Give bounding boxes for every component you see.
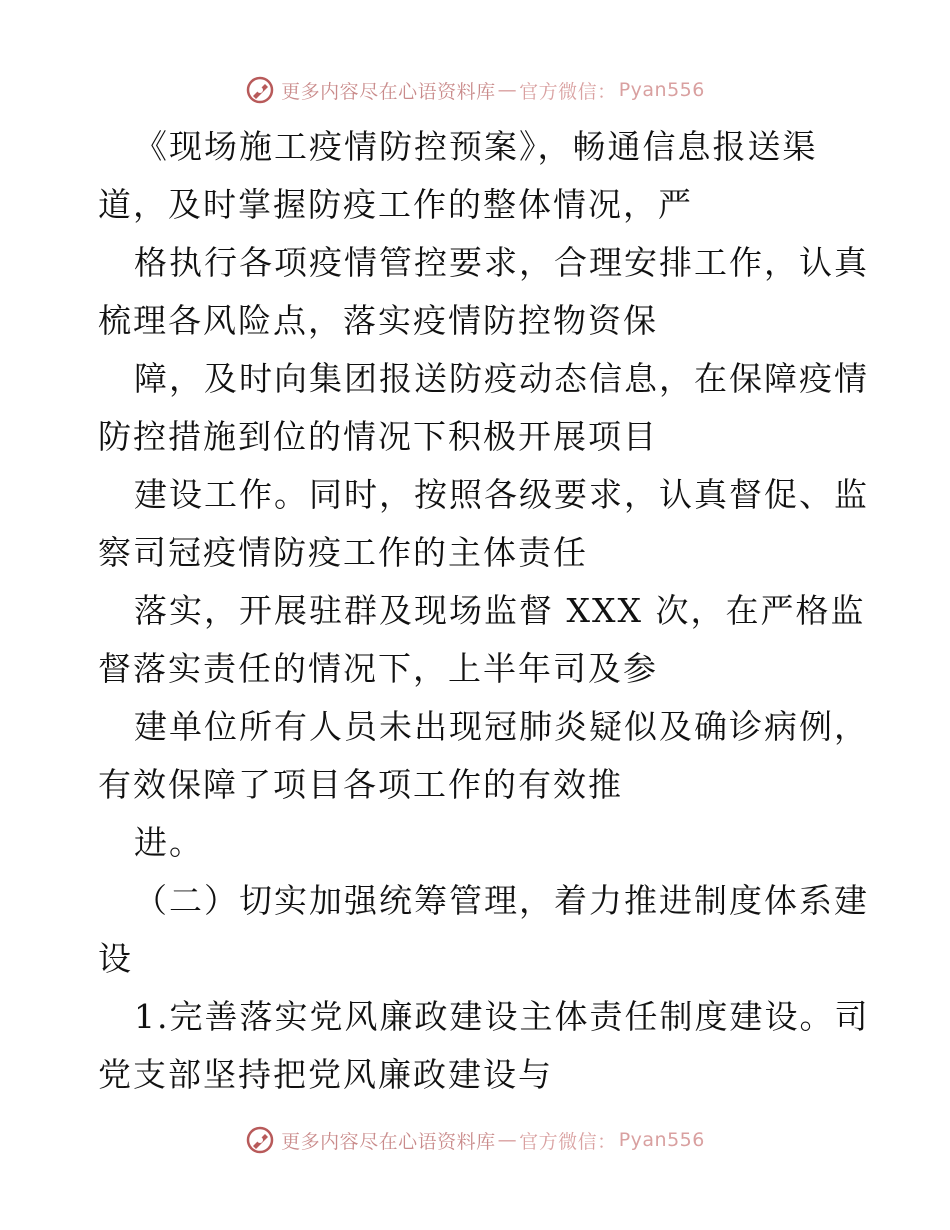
text-line: 防控措施到位的情况下积极开展项目 [98,417,658,456]
text-line: 道，及时掌握防疫工作的整体情况，严 [98,185,693,224]
watermark-wechat-id: Pyan556 [618,1129,705,1151]
pen-seal-icon [245,1125,275,1155]
section-heading: （二）切实加强统筹管理，着力推进制度体系建 [134,881,869,920]
watermark-wechat-label: 官方微信： [519,1130,617,1153]
watermark-brand: 更多内容尽在心语资料库 [281,80,496,103]
text-line: 党支部坚持把党风廉政建设与 [98,1055,553,1094]
text-line: 1.完善落实党风廉政建设主体责任制度建设。司 [134,997,870,1036]
footer-watermark [0,1120,950,1160]
watermark-wechat-id: Pyan556 [618,79,705,101]
text-line: 察司冠疫情防疫工作的主体责任 [98,533,588,572]
text-line: 督落实责任的情况下，上半年司及参 [98,649,658,688]
pen-seal-icon [245,75,275,105]
text-line: 有效保障了项目各项工作的有效推 [98,765,623,804]
text-line: 《现场施工疫情防控预案》，畅通信息报送渠 [134,127,818,166]
document-body [98,118,870,1104]
text-line: 建设工作。同时，按照各级要求，认真督促、监 [134,475,869,514]
watermark-wechat-label: 官方微信： [519,80,617,103]
watermark-dash: — [497,1129,518,1151]
text-line: 落实，开展驻群及现场监督 XXX 次，在严格监 [134,591,866,630]
text-line: 建单位所有人员未出现冠肺炎疑似及确诊病例， [134,707,869,746]
text-line: 障，及时向集团报送防疫动态信息，在保障疫情 [134,359,869,398]
text-line: 格执行各项疫情管控要求，合理安排工作，认真 [134,243,869,282]
watermark-brand: 更多内容尽在心语资料库 [281,1130,496,1153]
header-watermark [0,70,950,110]
section-heading-continued: 设 [98,939,133,978]
text-line: 梳理各风险点，落实疫情防控物资保 [98,301,658,340]
watermark-dash: — [497,79,518,101]
text-line: 进。 [134,823,204,862]
